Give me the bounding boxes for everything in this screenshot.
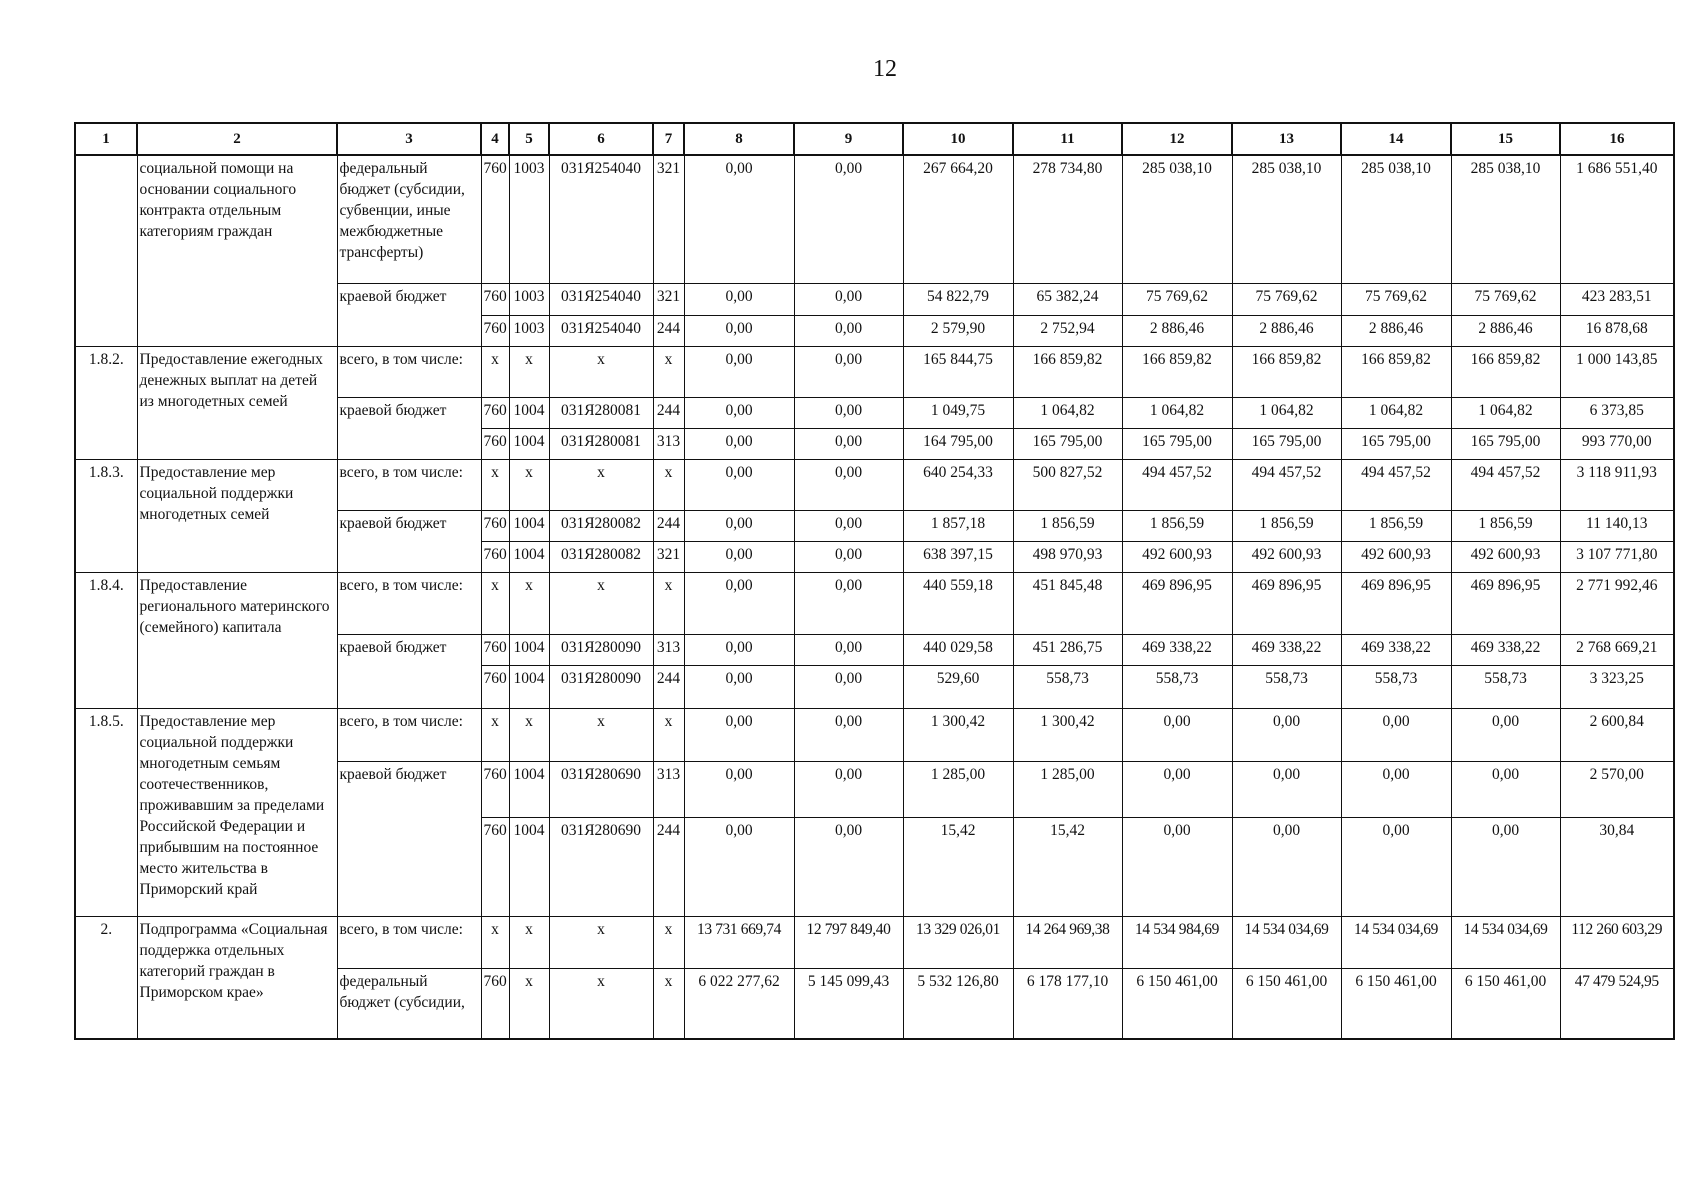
header-cell: 4 <box>481 123 509 155</box>
amount-cell: 6 022 277,62 <box>684 968 794 1039</box>
amount-cell: 494 457,52 <box>1122 459 1232 510</box>
code-expense-type: 244 <box>653 397 684 428</box>
amount-cell: 11 140,13 <box>1560 510 1674 541</box>
amount-cell: 165 795,00 <box>1013 428 1122 459</box>
amount-cell: 164 795,00 <box>903 428 1013 459</box>
amount-cell: 2 886,46 <box>1232 315 1341 346</box>
amount-cell: 0,00 <box>1341 817 1451 916</box>
header-cell: 9 <box>794 123 903 155</box>
amount-cell: 165 795,00 <box>1232 428 1341 459</box>
code-target: 031Я280081 <box>549 397 653 428</box>
amount-cell: 0,00 <box>1232 761 1341 817</box>
amount-cell: 15,42 <box>903 817 1013 916</box>
amount-cell: 267 664,20 <box>903 155 1013 283</box>
amount-cell: 54 822,79 <box>903 283 1013 315</box>
code-expense-type: x <box>653 459 684 510</box>
amount-cell: 2 771 992,46 <box>1560 572 1674 634</box>
amount-cell: 75 769,62 <box>1451 283 1560 315</box>
amount-cell: 0,00 <box>684 397 794 428</box>
page-number: 12 <box>873 56 897 82</box>
header-cell: 7 <box>653 123 684 155</box>
table-row <box>75 708 1674 761</box>
code-expense-type: x <box>653 916 684 968</box>
amount-cell: 1 285,00 <box>903 761 1013 817</box>
amount-cell: 0,00 <box>684 155 794 283</box>
funding-source: всего, в том числе: <box>337 916 481 968</box>
code-grbs: 760 <box>481 428 509 459</box>
funding-source: краевой бюджет <box>337 761 481 916</box>
amount-cell: 6 373,85 <box>1560 397 1674 428</box>
code-section: x <box>509 916 549 968</box>
code-section: 1004 <box>509 665 549 708</box>
amount-cell: 0,00 <box>1232 708 1341 761</box>
code-target: 031Я280690 <box>549 761 653 817</box>
code-expense-type: 321 <box>653 541 684 572</box>
amount-cell: 13 329 026,01 <box>903 916 1013 968</box>
amount-cell: 0,00 <box>794 428 903 459</box>
code-target: 031Я280082 <box>549 541 653 572</box>
amount-cell: 0,00 <box>1122 708 1232 761</box>
code-target: 031Я280690 <box>549 817 653 916</box>
budget-table <box>74 122 1675 1040</box>
funding-source: краевой бюджет <box>337 283 481 346</box>
amount-cell: 2 752,94 <box>1013 315 1122 346</box>
header-cell: 1 <box>75 123 137 155</box>
code-section: x <box>509 346 549 397</box>
code-expense-type: x <box>653 708 684 761</box>
amount-cell: 0,00 <box>1451 708 1560 761</box>
header-cell: 2 <box>137 123 337 155</box>
amount-cell: 0,00 <box>684 510 794 541</box>
code-expense-type: 321 <box>653 155 684 283</box>
amount-cell: 0,00 <box>794 510 903 541</box>
amount-cell: 0,00 <box>1122 817 1232 916</box>
code-section: 1004 <box>509 510 549 541</box>
amount-cell: 65 382,24 <box>1013 283 1122 315</box>
amount-cell: 494 457,52 <box>1341 459 1451 510</box>
amount-cell: 278 734,80 <box>1013 155 1122 283</box>
amount-cell: 1 856,59 <box>1122 510 1232 541</box>
code-section: x <box>509 708 549 761</box>
amount-cell: 5 145 099,43 <box>794 968 903 1039</box>
code-expense-type: 244 <box>653 315 684 346</box>
funding-source: всего, в том числе: <box>337 708 481 761</box>
code-target: 031Я254040 <box>549 315 653 346</box>
amount-cell: 638 397,15 <box>903 541 1013 572</box>
code-section: x <box>509 572 549 634</box>
amount-cell: 6 178 177,10 <box>1013 968 1122 1039</box>
amount-cell: 423 283,51 <box>1560 283 1674 315</box>
amount-cell: 492 600,93 <box>1232 541 1341 572</box>
code-grbs: 760 <box>481 817 509 916</box>
code-expense-type: 321 <box>653 283 684 315</box>
amount-cell: 1 064,82 <box>1341 397 1451 428</box>
amount-cell: 285 038,10 <box>1232 155 1341 283</box>
code-expense-type: x <box>653 968 684 1039</box>
funding-source: федеральный бюджет (субсидии, <box>337 968 481 1039</box>
amount-cell: 14 534 034,69 <box>1341 916 1451 968</box>
amount-cell: 1 285,00 <box>1013 761 1122 817</box>
amount-cell: 469 896,95 <box>1451 572 1560 634</box>
amount-cell: 75 769,62 <box>1341 283 1451 315</box>
amount-cell: 469 338,22 <box>1232 634 1341 665</box>
item-number: 1.8.4. <box>75 572 137 708</box>
amount-cell: 1 064,82 <box>1013 397 1122 428</box>
amount-cell: 993 770,00 <box>1560 428 1674 459</box>
amount-cell: 285 038,10 <box>1341 155 1451 283</box>
code-target: 031Я254040 <box>549 155 653 283</box>
code-section: 1004 <box>509 397 549 428</box>
code-expense-type: x <box>653 572 684 634</box>
amount-cell: 0,00 <box>1341 761 1451 817</box>
amount-cell: 16 878,68 <box>1560 315 1674 346</box>
amount-cell: 13 731 669,74 <box>684 916 794 968</box>
amount-cell: 558,73 <box>1451 665 1560 708</box>
code-grbs: 760 <box>481 155 509 283</box>
amount-cell: 75 769,62 <box>1232 283 1341 315</box>
amount-cell: 1 049,75 <box>903 397 1013 428</box>
code-expense-type: 313 <box>653 428 684 459</box>
code-grbs: 760 <box>481 968 509 1039</box>
amount-cell: 166 859,82 <box>1122 346 1232 397</box>
amount-cell: 0,00 <box>794 155 903 283</box>
code-expense-type: 244 <box>653 817 684 916</box>
amount-cell: 1 856,59 <box>1451 510 1560 541</box>
amount-cell: 6 150 461,00 <box>1122 968 1232 1039</box>
item-number: 1.8.5. <box>75 708 137 916</box>
item-name: Предоставление мер социальной поддержки многодетным семьям соотечественников, проживавшим за пределами Российской Федерации и прибывшим на постоянное место жительства в Приморский край <box>137 708 337 916</box>
amount-cell: 0,00 <box>794 315 903 346</box>
code-grbs: 760 <box>481 510 509 541</box>
amount-cell: 0,00 <box>684 428 794 459</box>
header-cell: 14 <box>1341 123 1451 155</box>
amount-cell: 469 896,95 <box>1232 572 1341 634</box>
table-row <box>75 572 1674 634</box>
code-target: x <box>549 572 653 634</box>
amount-cell: 469 896,95 <box>1341 572 1451 634</box>
code-section: 1003 <box>509 283 549 315</box>
amount-cell: 0,00 <box>794 459 903 510</box>
amount-cell: 0,00 <box>794 283 903 315</box>
header-cell: 16 <box>1560 123 1674 155</box>
code-section: x <box>509 459 549 510</box>
table-body <box>75 155 1674 1039</box>
code-target: x <box>549 346 653 397</box>
code-grbs: 760 <box>481 315 509 346</box>
code-section: 1004 <box>509 634 549 665</box>
amount-cell: 166 859,82 <box>1341 346 1451 397</box>
header-cell: 6 <box>549 123 653 155</box>
amount-cell: 0,00 <box>684 459 794 510</box>
amount-cell: 1 856,59 <box>1232 510 1341 541</box>
amount-cell: 14 534 034,69 <box>1232 916 1341 968</box>
amount-cell: 0,00 <box>684 665 794 708</box>
code-grbs: x <box>481 572 509 634</box>
code-section: 1004 <box>509 761 549 817</box>
amount-cell: 2 600,84 <box>1560 708 1674 761</box>
amount-cell: 0,00 <box>794 708 903 761</box>
code-section: 1004 <box>509 541 549 572</box>
amount-cell: 529,60 <box>903 665 1013 708</box>
table-row <box>75 459 1674 510</box>
amount-cell: 0,00 <box>794 761 903 817</box>
amount-cell: 492 600,93 <box>1451 541 1560 572</box>
amount-cell: 440 559,18 <box>903 572 1013 634</box>
amount-cell: 1 300,42 <box>903 708 1013 761</box>
amount-cell: 0,00 <box>1451 817 1560 916</box>
header-row <box>75 123 1674 155</box>
amount-cell: 3 323,25 <box>1560 665 1674 708</box>
amount-cell: 0,00 <box>1232 817 1341 916</box>
code-section: 1003 <box>509 155 549 283</box>
amount-cell: 0,00 <box>794 541 903 572</box>
code-grbs: x <box>481 916 509 968</box>
amount-cell: 3 107 771,80 <box>1560 541 1674 572</box>
code-section: x <box>509 968 549 1039</box>
amount-cell: 558,73 <box>1122 665 1232 708</box>
amount-cell: 558,73 <box>1232 665 1341 708</box>
code-target: x <box>549 708 653 761</box>
table-row <box>75 346 1674 397</box>
amount-cell: 0,00 <box>684 541 794 572</box>
amount-cell: 500 827,52 <box>1013 459 1122 510</box>
item-name: социальной помощи на основании социального контракта отдельным категориям граждан <box>137 155 337 346</box>
item-name: Предоставление регионального материнского (семейного) капитала <box>137 572 337 708</box>
funding-source: краевой бюджет <box>337 397 481 459</box>
item-name: Предоставление мер социальной поддержки многодетных семей <box>137 459 337 572</box>
amount-cell: 165 795,00 <box>1451 428 1560 459</box>
funding-source: всего, в том числе: <box>337 346 481 397</box>
amount-cell: 1 064,82 <box>1232 397 1341 428</box>
code-expense-type: 244 <box>653 665 684 708</box>
amount-cell: 492 600,93 <box>1341 541 1451 572</box>
amount-cell: 166 859,82 <box>1013 346 1122 397</box>
code-grbs: 760 <box>481 397 509 428</box>
code-target: 031Я254040 <box>549 283 653 315</box>
amount-cell: 0,00 <box>1451 761 1560 817</box>
amount-cell: 3 118 911,93 <box>1560 459 1674 510</box>
amount-cell: 0,00 <box>794 572 903 634</box>
amount-cell: 498 970,93 <box>1013 541 1122 572</box>
amount-cell: 0,00 <box>794 634 903 665</box>
amount-cell: 0,00 <box>684 572 794 634</box>
item-name: Подпрограмма «Социальная поддержка отдельных категорий граждан в Приморском крае» <box>137 916 337 1039</box>
header-cell: 11 <box>1013 123 1122 155</box>
code-expense-type: 313 <box>653 634 684 665</box>
code-grbs: x <box>481 459 509 510</box>
item-number: 1.8.3. <box>75 459 137 572</box>
funding-source: всего, в том числе: <box>337 572 481 634</box>
amount-cell: 14 534 984,69 <box>1122 916 1232 968</box>
amount-cell: 0,00 <box>684 634 794 665</box>
amount-cell: 1 856,59 <box>1013 510 1122 541</box>
amount-cell: 14 264 969,38 <box>1013 916 1122 968</box>
code-section: 1003 <box>509 315 549 346</box>
amount-cell: 451 286,75 <box>1013 634 1122 665</box>
funding-source: федеральный бюджет (субсидии, субвенции, иные межбюджетные трансферты) <box>337 155 481 283</box>
amount-cell: 492 600,93 <box>1122 541 1232 572</box>
funding-source: всего, в том числе: <box>337 459 481 510</box>
amount-cell: 6 150 461,00 <box>1341 968 1451 1039</box>
code-expense-type: 313 <box>653 761 684 817</box>
code-grbs: 760 <box>481 634 509 665</box>
amount-cell: 2 886,46 <box>1451 315 1560 346</box>
amount-cell: 0,00 <box>684 708 794 761</box>
amount-cell: 0,00 <box>794 397 903 428</box>
table-row <box>75 155 1674 283</box>
header-cell: 15 <box>1451 123 1560 155</box>
amount-cell: 75 769,62 <box>1122 283 1232 315</box>
amount-cell: 440 029,58 <box>903 634 1013 665</box>
amount-cell: 6 150 461,00 <box>1232 968 1341 1039</box>
amount-cell: 5 532 126,80 <box>903 968 1013 1039</box>
code-grbs: x <box>481 346 509 397</box>
amount-cell: 494 457,52 <box>1232 459 1341 510</box>
amount-cell: 0,00 <box>794 817 903 916</box>
amount-cell: 165 844,75 <box>903 346 1013 397</box>
amount-cell: 0,00 <box>794 665 903 708</box>
header-cell: 3 <box>337 123 481 155</box>
code-target: x <box>549 459 653 510</box>
code-target: x <box>549 916 653 968</box>
code-section: 1004 <box>509 428 549 459</box>
amount-cell: 2 579,90 <box>903 315 1013 346</box>
amount-cell: 166 859,82 <box>1451 346 1560 397</box>
amount-cell: 469 896,95 <box>1122 572 1232 634</box>
amount-cell: 558,73 <box>1341 665 1451 708</box>
amount-cell: 14 534 034,69 <box>1451 916 1560 968</box>
amount-cell: 2 886,46 <box>1341 315 1451 346</box>
item-number: 2. <box>75 916 137 1039</box>
amount-cell: 1 000 143,85 <box>1560 346 1674 397</box>
amount-cell: 285 038,10 <box>1122 155 1232 283</box>
amount-cell: 30,84 <box>1560 817 1674 916</box>
code-target: 031Я280081 <box>549 428 653 459</box>
header-cell: 12 <box>1122 123 1232 155</box>
amount-cell: 0,00 <box>684 315 794 346</box>
amount-cell: 1 686 551,40 <box>1560 155 1674 283</box>
amount-cell: 112 260 603,29 <box>1560 916 1674 968</box>
amount-cell: 1 856,59 <box>1341 510 1451 541</box>
amount-cell: 0,00 <box>684 346 794 397</box>
amount-cell: 494 457,52 <box>1451 459 1560 510</box>
amount-cell: 451 845,48 <box>1013 572 1122 634</box>
code-section: 1004 <box>509 817 549 916</box>
amount-cell: 1 064,82 <box>1122 397 1232 428</box>
amount-cell: 2 570,00 <box>1560 761 1674 817</box>
amount-cell: 469 338,22 <box>1341 634 1451 665</box>
amount-cell: 0,00 <box>1122 761 1232 817</box>
amount-cell: 2 768 669,21 <box>1560 634 1674 665</box>
code-expense-type: 244 <box>653 510 684 541</box>
header-cell: 10 <box>903 123 1013 155</box>
funding-source: краевой бюджет <box>337 634 481 708</box>
amount-cell: 165 795,00 <box>1341 428 1451 459</box>
code-target: x <box>549 968 653 1039</box>
code-grbs: 760 <box>481 761 509 817</box>
item-number <box>75 155 137 346</box>
code-target: 031Я280082 <box>549 510 653 541</box>
header-cell: 13 <box>1232 123 1341 155</box>
code-target: 031Я280090 <box>549 634 653 665</box>
amount-cell: 1 300,42 <box>1013 708 1122 761</box>
code-grbs: 760 <box>481 283 509 315</box>
code-target: 031Я280090 <box>549 665 653 708</box>
amount-cell: 1 857,18 <box>903 510 1013 541</box>
amount-cell: 0,00 <box>1341 708 1451 761</box>
amount-cell: 558,73 <box>1013 665 1122 708</box>
amount-cell: 285 038,10 <box>1451 155 1560 283</box>
amount-cell: 469 338,22 <box>1122 634 1232 665</box>
item-name: Предоставление ежегодных денежных выплат на детей из многодетных семей <box>137 346 337 459</box>
amount-cell: 640 254,33 <box>903 459 1013 510</box>
amount-cell: 12 797 849,40 <box>794 916 903 968</box>
amount-cell: 469 338,22 <box>1451 634 1560 665</box>
amount-cell: 165 795,00 <box>1122 428 1232 459</box>
code-grbs: 760 <box>481 665 509 708</box>
funding-source: краевой бюджет <box>337 510 481 572</box>
code-grbs: x <box>481 708 509 761</box>
amount-cell: 166 859,82 <box>1232 346 1341 397</box>
amount-cell: 0,00 <box>684 283 794 315</box>
header-cell: 8 <box>684 123 794 155</box>
header-cell: 5 <box>509 123 549 155</box>
amount-cell: 1 064,82 <box>1451 397 1560 428</box>
code-grbs: 760 <box>481 541 509 572</box>
amount-cell: 0,00 <box>794 346 903 397</box>
amount-cell: 6 150 461,00 <box>1451 968 1560 1039</box>
amount-cell: 0,00 <box>684 761 794 817</box>
amount-cell: 2 886,46 <box>1122 315 1232 346</box>
table-row <box>75 916 1674 968</box>
amount-cell: 15,42 <box>1013 817 1122 916</box>
amount-cell: 47 479 524,95 <box>1560 968 1674 1039</box>
code-expense-type: x <box>653 346 684 397</box>
amount-cell: 0,00 <box>684 817 794 916</box>
item-number: 1.8.2. <box>75 346 137 459</box>
